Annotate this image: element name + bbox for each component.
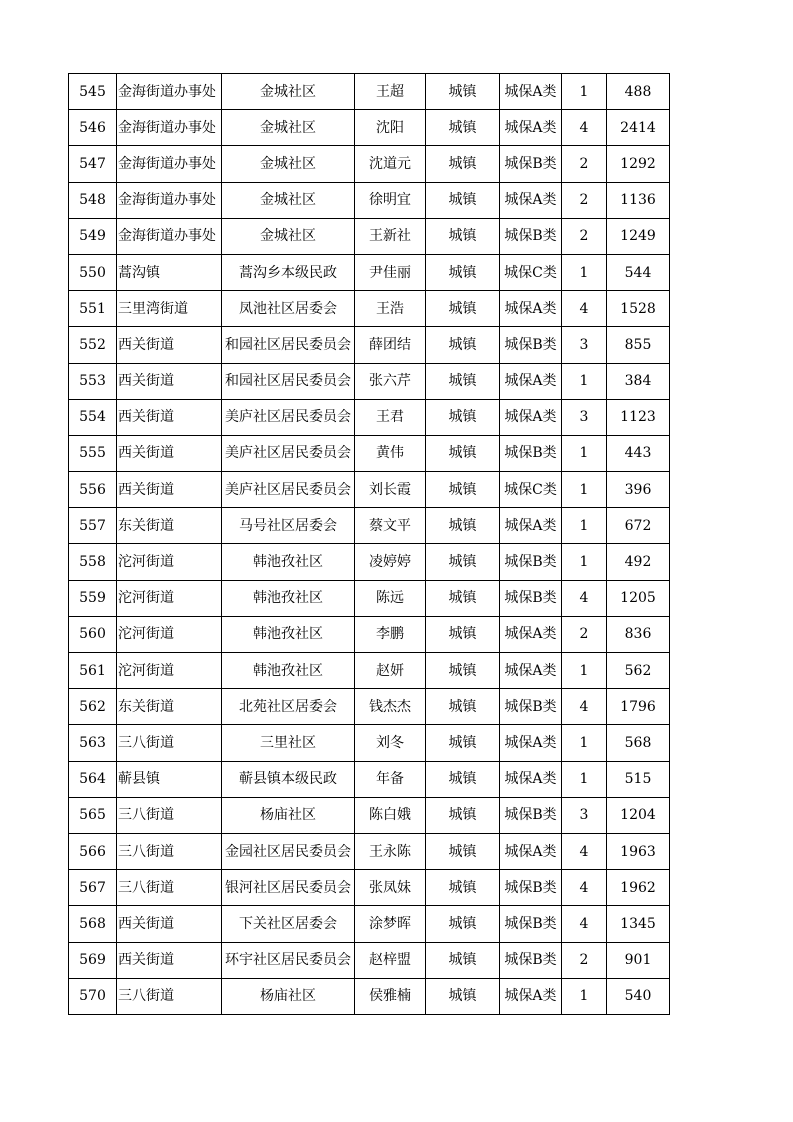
person-name-cell: 王君 [355,399,426,435]
aid-amount-cell: 901 [607,942,670,978]
aid-amount-cell: 1123 [607,399,670,435]
person-name-cell: 陈白娥 [355,797,426,833]
household-size-cell: 1 [562,653,607,689]
area-type-cell: 城镇 [426,580,500,616]
aid-category-cell: 城保B类 [500,942,562,978]
aid-amount-cell: 672 [607,508,670,544]
row-number-cell: 559 [69,580,117,616]
aid-category-cell: 城保A类 [500,363,562,399]
household-size-cell: 2 [562,146,607,182]
area-type-cell: 城镇 [426,182,500,218]
table-row [69,291,670,327]
table-row [69,544,670,580]
community-name-cell: 马号社区居委会 [222,508,355,544]
aid-amount-cell: 1136 [607,182,670,218]
aid-category-cell: 城保B类 [500,870,562,906]
table-row [69,254,670,290]
aid-category-cell: 城保A类 [500,182,562,218]
person-name-cell: 刘冬 [355,725,426,761]
area-type-cell: 城镇 [426,906,500,942]
area-type-cell: 城镇 [426,399,500,435]
row-number-cell: 569 [69,942,117,978]
row-number-cell: 563 [69,725,117,761]
aid-amount-cell: 1963 [607,833,670,869]
aid-amount-cell: 562 [607,653,670,689]
community-name-cell: 凤池社区居委会 [222,291,355,327]
aid-category-cell: 城保A类 [500,74,562,110]
row-number-cell: 548 [69,182,117,218]
aid-amount-cell: 1249 [607,218,670,254]
area-type-cell: 城镇 [426,544,500,580]
aid-amount-cell: 1962 [607,870,670,906]
area-type-cell: 城镇 [426,870,500,906]
household-size-cell: 1 [562,978,607,1014]
community-name-cell: 韩池孜社区 [222,653,355,689]
household-size-cell: 1 [562,508,607,544]
aid-amount-cell: 1345 [607,906,670,942]
area-type-cell: 城镇 [426,653,500,689]
person-name-cell: 薛团结 [355,327,426,363]
relief-roster-table [68,73,670,1015]
table-row [69,110,670,146]
table-row [69,942,670,978]
street-office-cell: 金海街道办事处 [117,110,222,146]
aid-category-cell: 城保B类 [500,435,562,471]
household-size-cell: 4 [562,291,607,327]
community-name-cell: 韩池孜社区 [222,580,355,616]
row-number-cell: 558 [69,544,117,580]
street-office-cell: 沱河街道 [117,616,222,652]
person-name-cell: 尹佳丽 [355,254,426,290]
community-name-cell: 韩池孜社区 [222,616,355,652]
household-size-cell: 2 [562,942,607,978]
person-name-cell: 王永陈 [355,833,426,869]
table-row [69,616,670,652]
person-name-cell: 徐明宜 [355,182,426,218]
community-name-cell: 北苑社区居委会 [222,689,355,725]
household-size-cell: 1 [562,472,607,508]
table-row [69,399,670,435]
area-type-cell: 城镇 [426,616,500,652]
aid-amount-cell: 544 [607,254,670,290]
area-type-cell: 城镇 [426,978,500,1014]
community-name-cell: 金城社区 [222,182,355,218]
row-number-cell: 545 [69,74,117,110]
aid-category-cell: 城保C类 [500,254,562,290]
person-name-cell: 王新社 [355,218,426,254]
community-name-cell: 美庐社区居民委员会 [222,472,355,508]
aid-amount-cell: 1205 [607,580,670,616]
street-office-cell: 沱河街道 [117,580,222,616]
household-size-cell: 4 [562,580,607,616]
table-row [69,472,670,508]
table-row [69,761,670,797]
household-size-cell: 4 [562,906,607,942]
person-name-cell: 蔡文平 [355,508,426,544]
area-type-cell: 城镇 [426,218,500,254]
street-office-cell: 三八街道 [117,725,222,761]
community-name-cell: 美庐社区居民委员会 [222,399,355,435]
row-number-cell: 549 [69,218,117,254]
table-row [69,435,670,471]
aid-category-cell: 城保A类 [500,508,562,544]
community-name-cell: 杨庙社区 [222,797,355,833]
area-type-cell: 城镇 [426,254,500,290]
community-name-cell: 下关社区居委会 [222,906,355,942]
aid-amount-cell: 396 [607,472,670,508]
person-name-cell: 李鹏 [355,616,426,652]
area-type-cell: 城镇 [426,110,500,146]
aid-amount-cell: 1204 [607,797,670,833]
street-office-cell: 西关街道 [117,472,222,508]
community-name-cell: 金城社区 [222,110,355,146]
aid-category-cell: 城保A类 [500,833,562,869]
area-type-cell: 城镇 [426,797,500,833]
table-row [69,797,670,833]
street-office-cell: 西关街道 [117,906,222,942]
area-type-cell: 城镇 [426,74,500,110]
community-name-cell: 蕲县镇本级民政 [222,761,355,797]
household-size-cell: 4 [562,689,607,725]
table-row [69,182,670,218]
table-row [69,327,670,363]
person-name-cell: 张凤妹 [355,870,426,906]
aid-category-cell: 城保B类 [500,327,562,363]
street-office-cell: 西关街道 [117,399,222,435]
table-row [69,146,670,182]
aid-category-cell: 城保A类 [500,110,562,146]
street-office-cell: 西关街道 [117,435,222,471]
household-size-cell: 1 [562,254,607,290]
aid-category-cell: 城保C类 [500,472,562,508]
aid-category-cell: 城保B类 [500,906,562,942]
person-name-cell: 陈远 [355,580,426,616]
row-number-cell: 562 [69,689,117,725]
area-type-cell: 城镇 [426,725,500,761]
row-number-cell: 570 [69,978,117,1014]
street-office-cell: 东关街道 [117,508,222,544]
aid-amount-cell: 384 [607,363,670,399]
community-name-cell: 和园社区居民委员会 [222,327,355,363]
aid-amount-cell: 488 [607,74,670,110]
row-number-cell: 566 [69,833,117,869]
aid-amount-cell: 1796 [607,689,670,725]
community-name-cell: 金城社区 [222,74,355,110]
street-office-cell: 金海街道办事处 [117,74,222,110]
table-row [69,508,670,544]
household-size-cell: 2 [562,182,607,218]
row-number-cell: 551 [69,291,117,327]
household-size-cell: 1 [562,363,607,399]
aid-category-cell: 城保A类 [500,725,562,761]
person-name-cell: 沈阳 [355,110,426,146]
aid-category-cell: 城保A类 [500,653,562,689]
aid-category-cell: 城保B类 [500,146,562,182]
row-number-cell: 555 [69,435,117,471]
household-size-cell: 3 [562,327,607,363]
table-row [69,363,670,399]
row-number-cell: 553 [69,363,117,399]
household-size-cell: 3 [562,399,607,435]
street-office-cell: 三八街道 [117,797,222,833]
person-name-cell: 钱杰杰 [355,689,426,725]
person-name-cell: 张六芹 [355,363,426,399]
row-number-cell: 550 [69,254,117,290]
household-size-cell: 1 [562,74,607,110]
person-name-cell: 王浩 [355,291,426,327]
street-office-cell: 三八街道 [117,870,222,906]
table-row [69,833,670,869]
aid-category-cell: 城保A类 [500,761,562,797]
person-name-cell: 黄伟 [355,435,426,471]
area-type-cell: 城镇 [426,435,500,471]
household-size-cell: 1 [562,544,607,580]
table-row [69,725,670,761]
row-number-cell: 568 [69,906,117,942]
community-name-cell: 环宇社区居民委员会 [222,942,355,978]
person-name-cell: 赵梓盟 [355,942,426,978]
street-office-cell: 蕲县镇 [117,761,222,797]
table-row [69,218,670,254]
table-row [69,906,670,942]
street-office-cell: 西关街道 [117,363,222,399]
person-name-cell: 沈道元 [355,146,426,182]
household-size-cell: 3 [562,797,607,833]
area-type-cell: 城镇 [426,508,500,544]
row-number-cell: 567 [69,870,117,906]
person-name-cell: 刘长霞 [355,472,426,508]
aid-amount-cell: 443 [607,435,670,471]
street-office-cell: 三八街道 [117,978,222,1014]
area-type-cell: 城镇 [426,472,500,508]
aid-category-cell: 城保B类 [500,689,562,725]
street-office-cell: 沱河街道 [117,653,222,689]
person-name-cell: 凌婷婷 [355,544,426,580]
table-row [69,580,670,616]
roster-body [69,74,670,1015]
household-size-cell: 4 [562,110,607,146]
row-number-cell: 546 [69,110,117,146]
aid-amount-cell: 1292 [607,146,670,182]
aid-amount-cell: 2414 [607,110,670,146]
aid-category-cell: 城保A类 [500,616,562,652]
area-type-cell: 城镇 [426,327,500,363]
household-size-cell: 1 [562,761,607,797]
aid-amount-cell: 540 [607,978,670,1014]
community-name-cell: 金园社区居民委员会 [222,833,355,869]
table-row [69,978,670,1014]
area-type-cell: 城镇 [426,942,500,978]
area-type-cell: 城镇 [426,363,500,399]
table-row [69,870,670,906]
street-office-cell: 西关街道 [117,942,222,978]
street-office-cell: 金海街道办事处 [117,146,222,182]
community-name-cell: 美庐社区居民委员会 [222,435,355,471]
table-row [69,689,670,725]
area-type-cell: 城镇 [426,291,500,327]
street-office-cell: 三里湾街道 [117,291,222,327]
community-name-cell: 金城社区 [222,146,355,182]
community-name-cell: 和园社区居民委员会 [222,363,355,399]
aid-category-cell: 城保B类 [500,218,562,254]
community-name-cell: 三里社区 [222,725,355,761]
table-row [69,74,670,110]
community-name-cell: 银河社区居民委员会 [222,870,355,906]
household-size-cell: 4 [562,870,607,906]
community-name-cell: 杨庙社区 [222,978,355,1014]
row-number-cell: 557 [69,508,117,544]
aid-category-cell: 城保B类 [500,797,562,833]
aid-amount-cell: 836 [607,616,670,652]
row-number-cell: 547 [69,146,117,182]
row-number-cell: 564 [69,761,117,797]
street-office-cell: 金海街道办事处 [117,182,222,218]
area-type-cell: 城镇 [426,761,500,797]
aid-amount-cell: 1528 [607,291,670,327]
community-name-cell: 蒿沟乡本级民政 [222,254,355,290]
row-number-cell: 561 [69,653,117,689]
aid-category-cell: 城保A类 [500,978,562,1014]
street-office-cell: 金海街道办事处 [117,218,222,254]
aid-amount-cell: 855 [607,327,670,363]
household-size-cell: 4 [562,833,607,869]
person-name-cell: 年备 [355,761,426,797]
aid-category-cell: 城保B类 [500,580,562,616]
row-number-cell: 552 [69,327,117,363]
street-office-cell: 三八街道 [117,833,222,869]
street-office-cell: 蒿沟镇 [117,254,222,290]
street-office-cell: 东关街道 [117,689,222,725]
street-office-cell: 西关街道 [117,327,222,363]
household-size-cell: 2 [562,616,607,652]
household-size-cell: 2 [562,218,607,254]
person-name-cell: 侯雅楠 [355,978,426,1014]
aid-category-cell: 城保B类 [500,544,562,580]
person-name-cell: 赵妍 [355,653,426,689]
row-number-cell: 565 [69,797,117,833]
table-row [69,653,670,689]
aid-amount-cell: 492 [607,544,670,580]
aid-amount-cell: 515 [607,761,670,797]
community-name-cell: 韩池孜社区 [222,544,355,580]
aid-category-cell: 城保A类 [500,399,562,435]
row-number-cell: 556 [69,472,117,508]
person-name-cell: 涂梦晖 [355,906,426,942]
row-number-cell: 554 [69,399,117,435]
household-size-cell: 1 [562,725,607,761]
person-name-cell: 王超 [355,74,426,110]
household-size-cell: 1 [562,435,607,471]
area-type-cell: 城镇 [426,833,500,869]
area-type-cell: 城镇 [426,689,500,725]
aid-amount-cell: 568 [607,725,670,761]
aid-category-cell: 城保A类 [500,291,562,327]
area-type-cell: 城镇 [426,146,500,182]
row-number-cell: 560 [69,616,117,652]
community-name-cell: 金城社区 [222,218,355,254]
street-office-cell: 沱河街道 [117,544,222,580]
